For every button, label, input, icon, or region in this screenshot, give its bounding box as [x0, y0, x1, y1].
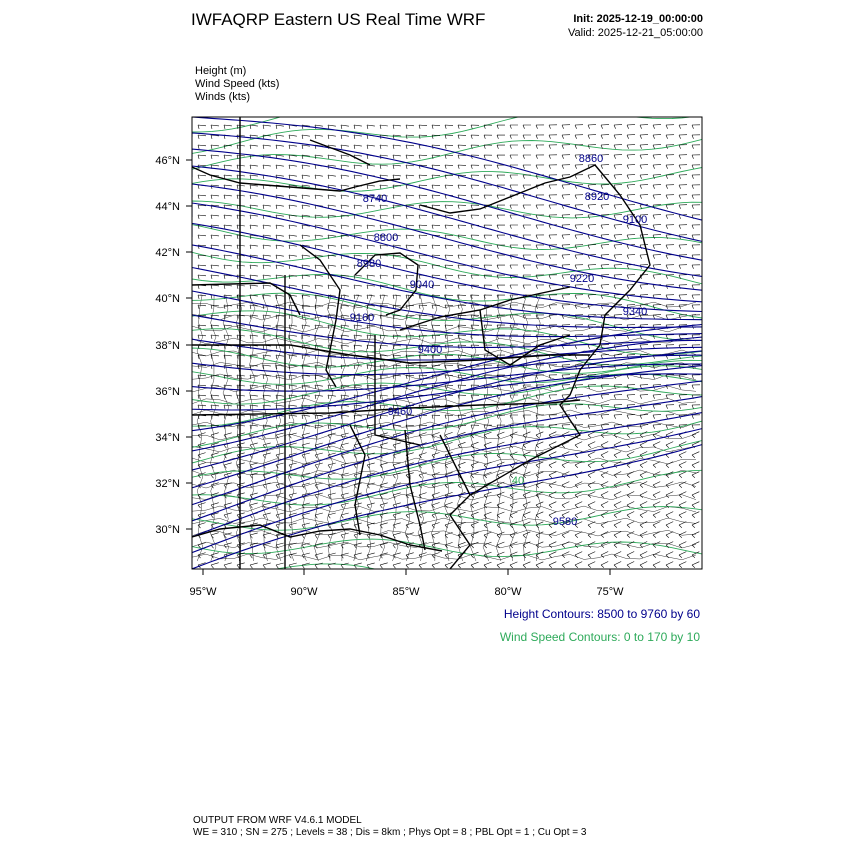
- height-contour-label: 8920: [584, 191, 610, 203]
- height-contour-label: 8980: [356, 258, 382, 270]
- lat-label: 46°N: [155, 155, 180, 167]
- valid-time: Valid: 2025-12-21_05:00:00: [568, 27, 703, 39]
- height-contour-label: 9220: [569, 273, 595, 285]
- lat-label: 34°N: [155, 432, 180, 444]
- height-contour-label: 9460: [387, 406, 413, 418]
- lon-label: 95°W: [189, 586, 217, 598]
- height-contour-label: 8860: [578, 153, 604, 165]
- model-info-line-2: WE = 310 ; SN = 275 ; Levels = 38 ; Dis = 8km ; Phys Opt = 8 ; PBL Opt = 1 ; Cu Opt = 3: [193, 827, 587, 838]
- height-contour-label: 9580: [552, 516, 578, 528]
- lon-label: 85°W: [392, 586, 420, 598]
- height-contour-legend: Height Contours: 8500 to 9760 by 60: [503, 607, 700, 621]
- field-label-wind-speed: Wind Speed (kts): [195, 78, 280, 90]
- lon-label: 90°W: [290, 586, 318, 598]
- field-label-winds: Winds (kts): [195, 91, 250, 103]
- lat-label: 30°N: [155, 524, 180, 536]
- plot-title: IWFAQRP Eastern US Real Time WRF: [191, 10, 486, 29]
- height-contour-label: 8740: [362, 193, 388, 205]
- height-contour-label: 9100: [622, 214, 648, 226]
- lon-label: 75°W: [596, 586, 624, 598]
- height-contour-label: 9040: [409, 279, 435, 291]
- lon-label: 80°W: [494, 586, 522, 598]
- lat-label: 42°N: [155, 247, 180, 259]
- height-contour-label: 9400: [417, 344, 443, 356]
- weather-map: [150, 105, 710, 605]
- wind-speed-contour-label: 40: [511, 475, 525, 487]
- lat-label: 32°N: [155, 478, 180, 490]
- height-contour-label: 8800: [373, 232, 399, 244]
- field-label-height: Height (m): [195, 65, 247, 77]
- lat-label: 36°N: [155, 386, 180, 398]
- height-contour-label: 9160: [349, 312, 375, 324]
- model-info-line-1: OUTPUT FROM WRF V4.6.1 MODEL: [193, 815, 362, 826]
- lat-label: 38°N: [155, 340, 180, 352]
- wind-speed-contour-legend: Wind Speed Contours: 0 to 170 by 10: [499, 630, 700, 644]
- latitude-labels: [155, 155, 180, 536]
- height-contour-label: 9340: [622, 306, 648, 318]
- lat-label: 44°N: [155, 201, 180, 213]
- longitude-labels: [189, 586, 624, 598]
- init-time: Init: 2025-12-19_00:00:00: [573, 13, 703, 25]
- lat-label: 40°N: [155, 293, 180, 305]
